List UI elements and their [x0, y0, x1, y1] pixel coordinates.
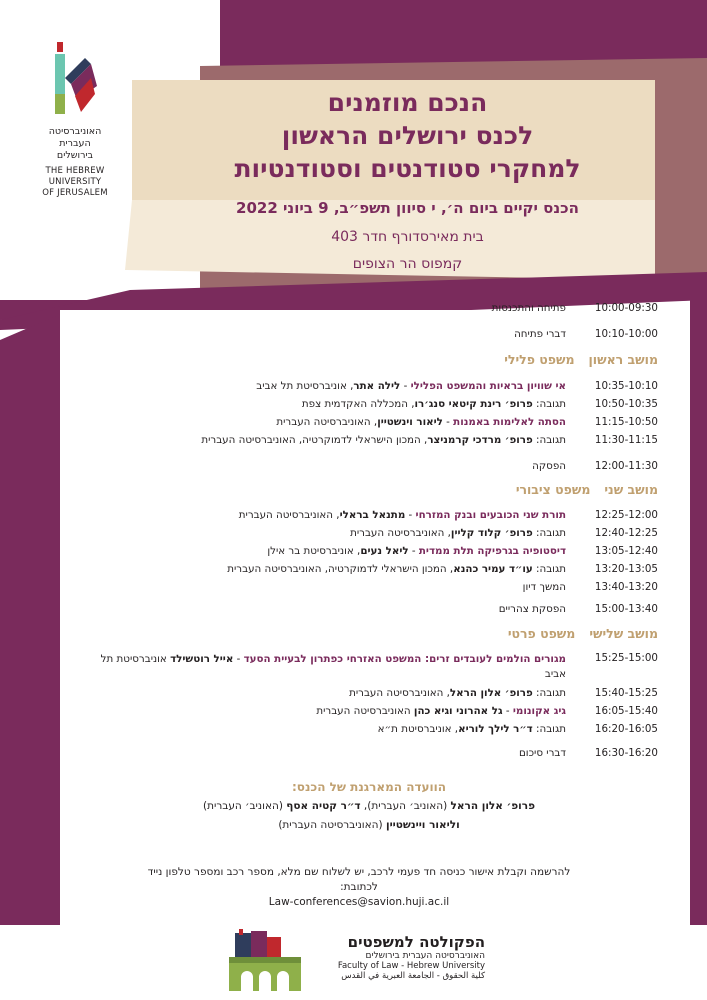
schedule-time: 13:05-12:40: [594, 545, 658, 557]
schedule-time: 16:20-16:05: [594, 723, 658, 735]
session-heading: [80, 626, 658, 641]
faculty-name-hebrew: הפקולטה למשפטים: [347, 933, 485, 951]
schedule-row: [80, 685, 658, 701]
committee-members-line: [80, 816, 658, 835]
lecture-title: מגורים הולמים לעובדים זרים: המשפט האזרחי כפתרון לבעיית הסעד: [243, 653, 566, 665]
schedule-row: [80, 525, 658, 541]
schedule-time: 15:00-13:40: [594, 603, 658, 615]
schedule-item: אי שוויון בראיות והמשפט הפלילי - לילה אתר, אוניברסיטת תל אביב: [256, 380, 566, 392]
session-number: מושב ראשון: [588, 352, 658, 367]
lecture-title: גיג אקונומי: [512, 705, 566, 717]
speaker-name: פרופ׳ רינת קיטאי סנג׳רו: [414, 398, 533, 410]
logo-en-line: THE HEBREW: [45, 166, 105, 176]
member-affiliation: (האוניב׳ העברית),: [360, 800, 451, 812]
response-label: תגובה:: [532, 687, 566, 699]
speaker-name: ד״ר לילך לוריא: [458, 723, 533, 735]
schedule-item: [80, 527, 566, 539]
response-label: תגובה:: [532, 723, 566, 735]
schedule-row: [80, 378, 658, 394]
schedule-item: פתיחה והתכנסות: [491, 302, 566, 314]
session-heading: [80, 352, 658, 367]
speaker-affiliation: , המכללה האקדמית צפת: [301, 398, 415, 410]
lecture-title: הסתה לאלימות באמנות: [453, 416, 566, 428]
speaker-name: פרופ׳ אלון הראל: [449, 687, 533, 699]
schedule-time: 10:10-10:00: [594, 328, 658, 340]
schedule-item: תורת שני הכובעים ובנק המזרחי - מתנאל בראלי, האוניברסיטה העברית: [238, 509, 566, 521]
schedule-item: [80, 398, 566, 410]
schedule-item: [80, 563, 566, 575]
schedule-time: 11:15-10:50: [594, 416, 658, 428]
logo-he-line: בירושלים: [56, 150, 94, 161]
title-line: הנכם מוזמנים: [327, 88, 488, 117]
venue-room: בית מאירסדורף חדר 403: [331, 229, 484, 245]
speaker-affiliation: האוניברסיטה העברית: [316, 705, 414, 717]
session-heading: [80, 482, 658, 497]
schedule-item: [80, 687, 566, 699]
menorah-tower-logo-icon: [45, 38, 105, 118]
venue-campus: קמפוס הר הצופים: [352, 256, 463, 272]
logo-he-line: העברית: [59, 138, 91, 149]
speaker-affiliation: , המכון הישראלי לדמוקרטיה, האוניברסיטה העברית: [201, 434, 428, 446]
faculty-logo-text: [313, 933, 485, 981]
schedule-item: דברי סיכום: [518, 747, 566, 759]
schedule-item: הפסקה: [532, 460, 566, 472]
committee-member: וליאור ויינשטיין: [385, 819, 460, 831]
session-name: משפט פלילי: [504, 352, 575, 367]
schedule-time: 15:40-15:25: [594, 687, 658, 699]
logo-en-line: OF JERUSALEM: [42, 188, 108, 198]
member-affiliation: (האוניב׳ העברית): [203, 800, 287, 812]
schedule-row: [80, 300, 658, 316]
university-name-hebrew: האוניברסיטה העברית בירושלים: [365, 951, 485, 961]
schedule-time: 10:35-10:10: [594, 380, 658, 392]
speaker-name: עו״ד עמיר כהנא: [453, 563, 533, 575]
committee-member: פרופ׳ אלון הראל: [450, 800, 535, 812]
speaker-affiliation: , האוניברסיטה העברית: [238, 509, 340, 521]
speaker-name: ליאור וינשטיין: [377, 416, 443, 428]
session-name: משפט פרטי: [507, 626, 576, 641]
schedule-row: [80, 721, 658, 737]
schedule-row: [80, 326, 658, 342]
schedule-row: [80, 507, 658, 523]
registration-text: להרשמה וקבלת אישור כניסה חד פעמי לרכב, יש לשלוח שם מלא, מספר רכב ומספר טלפון נייד: [147, 866, 571, 878]
faculty-name-arabic: كلية الحقوق - الجامعة العبرية في القدس: [341, 971, 485, 981]
faculty-logo: [225, 925, 485, 995]
title-line: לכנס ירושלים הראשון: [281, 121, 534, 150]
event-venue: [130, 224, 685, 278]
schedule-row: [80, 703, 658, 719]
speaker-affiliation: , האוניברסיטה העברית: [276, 416, 378, 428]
organizing-committee: [80, 778, 658, 835]
schedule-time: 12:00-11:30: [594, 460, 658, 472]
response-label: תגובה:: [532, 398, 566, 410]
committee-members-line: [80, 797, 658, 816]
logo-en-line: UNIVERSITY: [48, 177, 102, 187]
faculty-building-logo-icon: [225, 927, 305, 993]
committee-member: ד״ר קטיה אסף: [286, 800, 361, 812]
lecture-title: דיסטופיה בגרפיקה תלת ממדית: [418, 545, 566, 557]
speaker-name: פרופ׳ קלוד קליין: [450, 527, 533, 539]
schedule-row: [80, 745, 658, 761]
speaker-name: ליאל נעים: [360, 545, 409, 557]
schedule-item: דיסטופיה בגרפיקה תלת ממדית - ליאל נעים, אוניברסיטת בר אילן: [267, 545, 566, 557]
schedule-row: [80, 543, 658, 559]
schedule-row: [80, 601, 658, 617]
schedule-time: 13:40-13:20: [594, 581, 658, 593]
right-plum-strip: [690, 300, 707, 925]
response-label: תגובה:: [532, 434, 566, 446]
schedule-item: הסתה לאלימות באמנות - ליאור וינשטיין, האוניברסיטה העברית: [276, 416, 566, 428]
session-number: מושב שלישי: [589, 626, 658, 641]
schedule-item: דברי פתיחה: [514, 328, 566, 340]
schedule-time: 16:30-16:20: [594, 747, 658, 759]
schedule-time: 12:40-12:25: [594, 527, 658, 539]
schedule-time: 15:25-15:00: [594, 652, 658, 664]
faculty-name-english: Faculty of Law - Hebrew University: [337, 961, 485, 971]
schedule-item: הפסקת צהריים: [498, 603, 566, 615]
lecture-title: אי שוויון בראיות והמשפט הפלילי: [410, 380, 566, 392]
speaker-name: גל אהרוני וגיא כהן: [413, 705, 503, 717]
event-date: הכנס יקיים ביום ה׳, י סיוון תשפ״ב, 9 ביוני 2022: [236, 199, 579, 217]
schedule-item: גיג אקונומי - גל אהרוני וגיא כהן האוניברסיטה העברית: [316, 705, 566, 717]
response-label: תגובה:: [532, 527, 566, 539]
member-affiliation: (האוניברסיטה העברית): [278, 819, 386, 831]
schedule-time: 10:50-10:35: [594, 398, 658, 410]
speaker-affiliation: , האוניברסיטה העברית: [349, 687, 450, 699]
speaker-affiliation: , אוניברסיטת ת״א: [377, 723, 459, 735]
schedule-item: המשך דיון: [522, 581, 566, 593]
speaker-name: לילה אתר: [353, 380, 401, 392]
schedule-time: 12:25-12:00: [594, 509, 658, 521]
title-line: למחקרי סטודנטים וסטודנטיות: [234, 154, 581, 183]
speaker-affiliation: , האוניברסיטה העברית: [350, 527, 451, 539]
speaker-name: אייל רוטשילד: [170, 653, 234, 665]
schedule-row: [80, 414, 658, 430]
registration-info: [60, 865, 658, 910]
university-logo: [30, 38, 120, 199]
schedule-time: 11:30-11:15: [594, 434, 658, 446]
left-plum-strip: [0, 310, 70, 925]
speaker-name: פרופ׳ מרדכי קרמניצר: [427, 434, 533, 446]
speaker-affiliation: אוניברסיטת תל אביב: [100, 653, 566, 680]
registration-email-link[interactable]: Law-conferences@savion.huji.ac.il: [268, 896, 450, 908]
logo-english-text: [30, 166, 120, 199]
session-name: משפט ציבורי: [515, 482, 591, 497]
committee-title: הוועדה המארגנת של הכנס:: [292, 780, 446, 794]
response-label: תגובה:: [532, 563, 566, 575]
lecture-title: תורת שני הכובעים ובנק המזרחי: [415, 509, 566, 521]
event-title: [130, 86, 685, 185]
schedule-item: [80, 723, 566, 735]
schedule-row: [80, 396, 658, 412]
speaker-name: מתנאל בראלי: [339, 509, 406, 521]
speaker-affiliation: , אוניברסיטת בר אילן: [267, 545, 361, 557]
logo-hebrew-text: [30, 126, 120, 162]
registration-address-label: לכתובת:: [340, 881, 378, 893]
schedule-time: 13:20-13:05: [594, 563, 658, 575]
speaker-affiliation: , אוניברסיטת תל אביב: [256, 380, 354, 392]
schedule-row: [80, 458, 658, 474]
schedule-time: 16:05-15:40: [594, 705, 658, 717]
session-number: מושב שני: [604, 482, 658, 497]
schedule-row: [80, 432, 658, 448]
schedule-row: [80, 652, 658, 682]
speaker-affiliation: , המכון הישראלי לדמוקרטיה, האוניברסיטה העברית: [227, 563, 454, 575]
logo-he-line: האוניברסיטה: [48, 126, 102, 137]
schedule-item: מגורים הולמים לעובדים זרים: המשפט האזרחי כפתרון לבעיית הסעד - אייל רוטשילד אוניברסיטת תל אביב: [100, 653, 566, 680]
schedule-time: 10:00-09:30: [594, 302, 658, 314]
schedule-item: [80, 434, 566, 446]
schedule-row: [80, 579, 658, 595]
schedule-row: [80, 561, 658, 577]
